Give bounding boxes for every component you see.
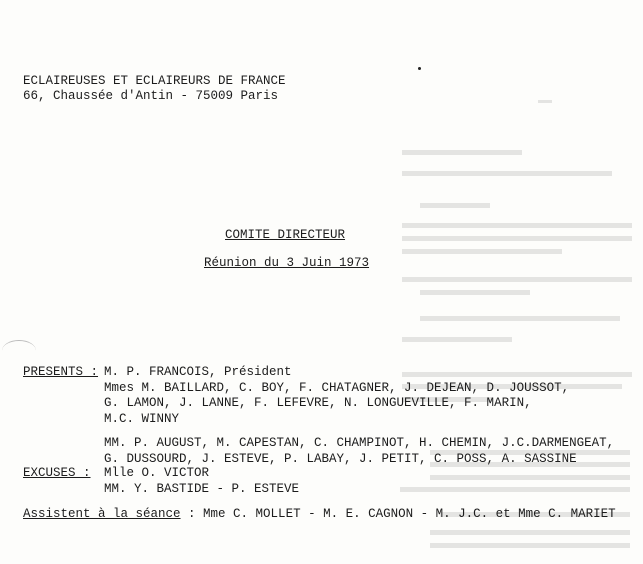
excuse-line-2: MM. Y. BASTIDE - P. ESTEVE	[104, 481, 300, 496]
men-line-1: MM. P. AUGUST, M. CAPESTAN, C. CHAMPINOT, H. CHEMIN, J.C.DARMENGEAT,	[104, 436, 615, 450]
excuses-label: EXCUSES :	[23, 466, 91, 480]
assistent-label: Assistent à la séance	[23, 507, 181, 521]
meeting-date: Réunion du 3 Juin 1973	[204, 256, 370, 270]
document-title: COMITE DIRECTEUR	[225, 228, 346, 242]
assistent-line	[23, 507, 616, 521]
women-line-3: M.C. WINNY	[104, 411, 180, 426]
letterhead	[23, 74, 286, 104]
punch-hole-mark	[2, 340, 36, 361]
presents-block	[104, 365, 614, 467]
org-name: ECLAIREUSES ET ECLAIREURS DE FRANCE	[23, 74, 286, 88]
org-address: 66, Chaussée d'Antin - 75009 Paris	[23, 89, 279, 103]
women-line-2: G. LAMON, J. LANNE, F. LEFEVRE, N. LONGUEVILLE, F. MARIN,	[104, 396, 532, 410]
men-line-2: G. DUSSOURD, J. ESTEVE, P. LABAY, J. PETIT, C. POSS, A. SASSINE	[104, 451, 577, 466]
ink-speck	[418, 67, 421, 70]
assistent-names: : Mme C. MOLLET - M. E. CAGNON - M. J.C. et Mme C. MARIET	[188, 507, 616, 521]
excuse-line-1: Mlle O. VICTOR	[104, 466, 210, 480]
president-line: M. P. FRANCOIS, Président	[104, 365, 292, 379]
presents-label: PRESENTS :	[23, 365, 99, 379]
excuses-block	[104, 466, 299, 497]
women-line-1: Mmes M. BAILLARD, C. BOY, F. CHATAGNER, J. DEJEAN, D. JOUSSOT,	[104, 380, 570, 395]
